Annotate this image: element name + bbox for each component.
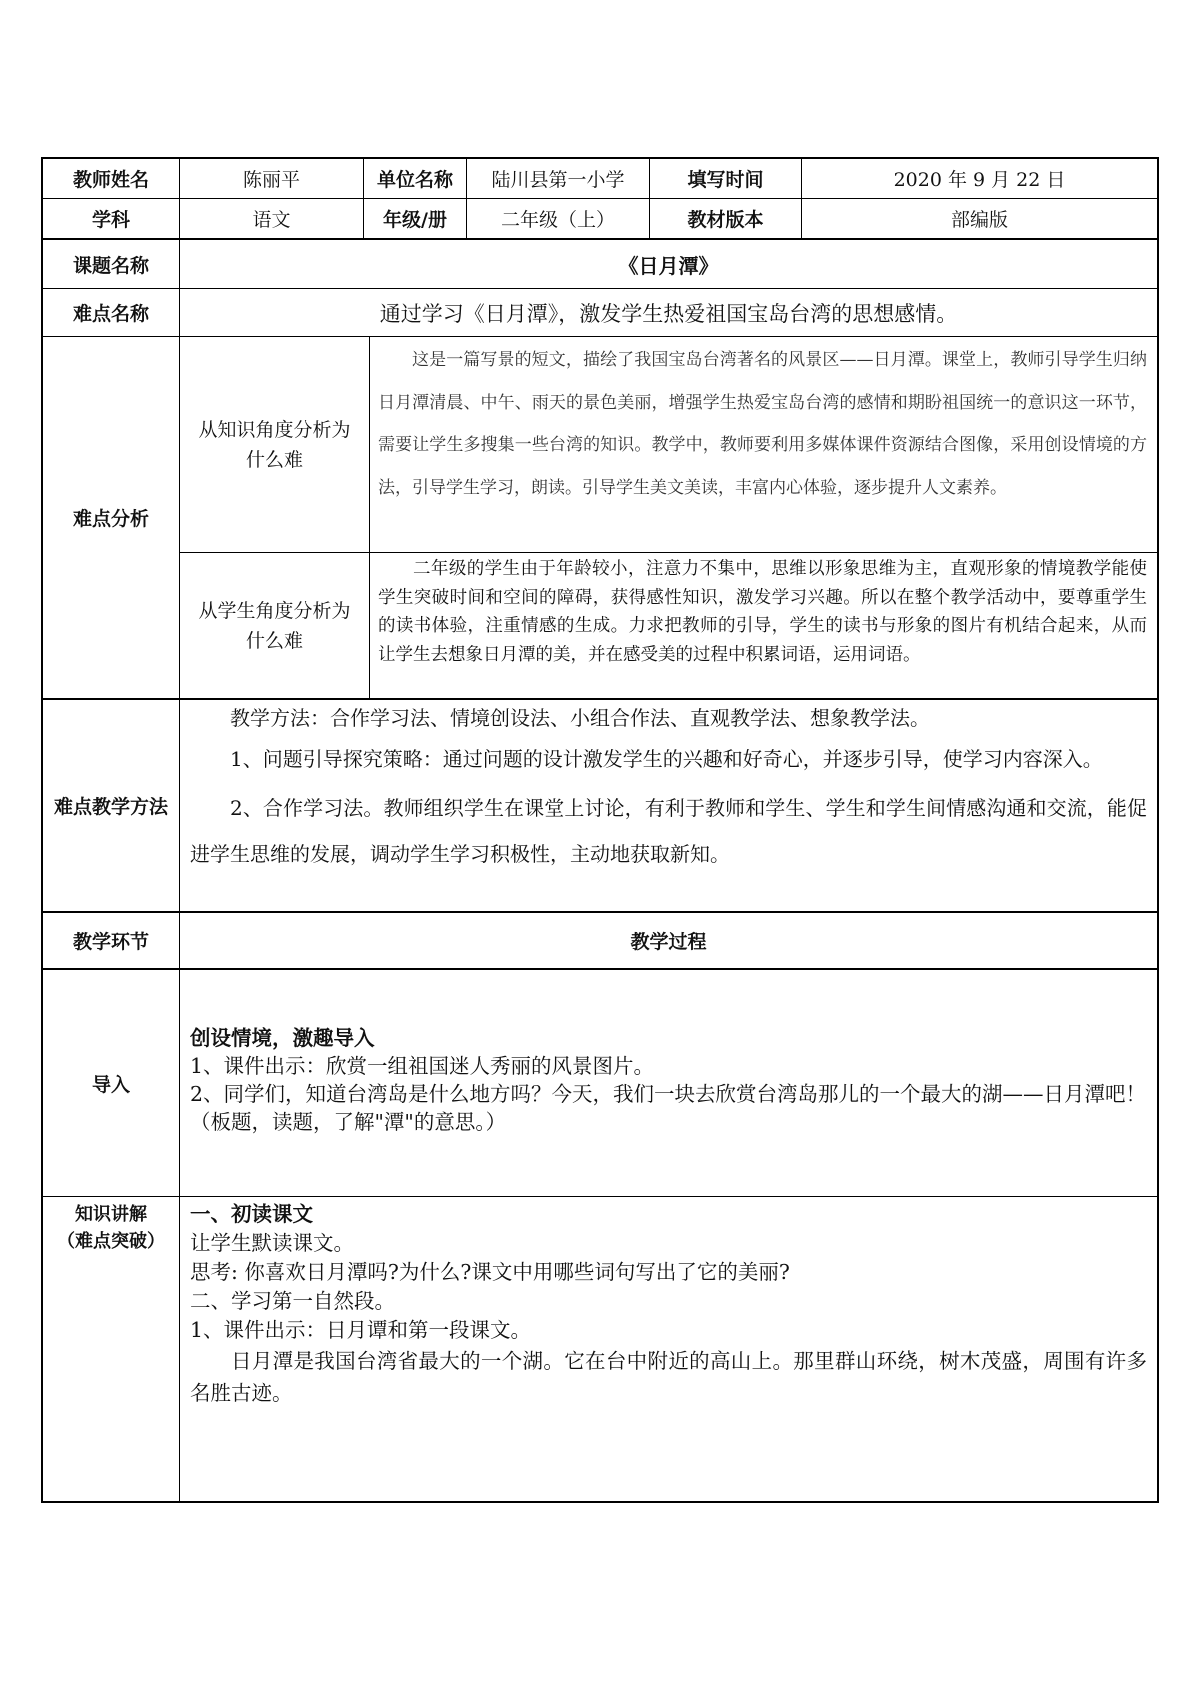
student-angle-label: 从学生角度分析为什么难: [179, 552, 369, 698]
analysis-label: 难点分析: [41, 336, 179, 698]
intro-line-2: 2、同学们，知道台湾岛是什么地方吗？今天，我们一块去欣赏台湾岛那儿的一个最大的湖——日月潭吧！（板题，读题，了解"潭"的意思。）: [190, 1082, 1147, 1134]
method-line-3: 2、合作学习法。教师组织学生在课堂上讨论，有利于教师和学生、学生和学生间情感沟通和交流，能促进学生思维的发展，调动学生学习积极性，主动地获取新知。: [190, 796, 1147, 866]
student-angle-paragraph: 二年级的学生由于年龄较小，注意力不集中，思维以形象思维为主，直观形象的情境教学能使学生突破时间和空间的障碍，获得感性知识，激发学习兴趣。所以在整个教学活动中，要尊重学生的读书体验，注重情感的生成。力求把教师的引导，学生的读书与形象的图片有机结合起来，从而让学生去想象日月潭的美，并在感受美的过程中积累词语，运用词语。: [378, 559, 1147, 665]
student-angle-text: [369, 552, 1159, 698]
subject-label: 学科: [41, 198, 179, 238]
knowledge-label: [41, 1196, 179, 1503]
topic-label: 课题名称: [41, 238, 179, 288]
intro-label: 导入: [41, 968, 179, 1196]
stage-header: 教学环节: [41, 911, 179, 968]
knowledge-angle-paragraph: 这是一篇写景的短文，描绘了我国宝岛台湾著名的风景区——日月潭。课堂上，教师引导学生归纳日月潭清晨、中午、雨天的景色美丽，增强学生热爱宝岛台湾的感情和期盼祖国统一的意识这一环节，需要让学生多搜集一些台湾的知识。教学中，教师要利用多媒体课件资源结合图像，采用创设情境的方法，引导学生学习，朗读。引导学生美文美读，丰富内心体验，逐步提升人文素养。: [378, 350, 1147, 498]
knowledge-label-line-2: （难点突破）: [57, 1231, 165, 1252]
teacher-name-value: 陈丽平: [179, 157, 363, 198]
knowledge-angle-text: [369, 336, 1159, 552]
knowledge-line-1: 让学生默读课文。: [190, 1231, 354, 1255]
subject-value: 语文: [179, 198, 363, 238]
unit-name-label: 单位名称: [363, 157, 466, 198]
difficulty-label: 难点名称: [41, 288, 179, 336]
fill-date-value: 2020 年 9 月 22 日: [801, 157, 1159, 198]
grade-label: 年级/册: [363, 198, 466, 238]
knowledge-content: [179, 1196, 1159, 1503]
edition-value: 部编版: [801, 198, 1159, 238]
method-label: 难点教学方法: [41, 698, 179, 911]
knowledge-line-4: 1、课件出示：日月谭和第一段课文。: [190, 1318, 532, 1342]
fill-date-label: 填写时间: [649, 157, 801, 198]
teacher-name-label: 教师姓名: [41, 157, 179, 198]
intro-line-1: 1、课件出示：欣赏一组祖国迷人秀丽的风景图片。: [190, 1054, 655, 1078]
unit-name-value: 陆川县第一小学: [466, 157, 649, 198]
process-header: 教学过程: [179, 911, 1159, 968]
knowledge-label-line-1: 知识讲解: [75, 1204, 147, 1225]
method-line-1: 教学方法：合作学习法、情境创设法、小组合作法、直观教学法、想象教学法。: [230, 706, 930, 730]
knowledge-line-3: 二、学习第一自然段。: [190, 1289, 395, 1313]
difficulty-value: 通过学习《日月潭》，激发学生热爱祖国宝岛台湾的思想感情。: [179, 288, 1159, 336]
grade-value: 二年级（上）: [466, 198, 649, 238]
intro-title: 创设情境，激趣导入: [190, 1026, 375, 1050]
lesson-plan-table: [41, 157, 1159, 1503]
knowledge-line-5: 日月潭是我国台湾省最大的一个湖。它在台中附近的高山上。那里群山环绕，树木茂盛，周围有许多名胜古迹。: [190, 1349, 1147, 1405]
method-line-2: 1、问题引导探究策略：通过问题的设计激发学生的兴趣和好奇心，并逐步引导，使学习内容深入。: [230, 747, 1103, 771]
topic-value: 《日月潭》: [179, 238, 1159, 288]
knowledge-angle-label: 从知识角度分析为什么难: [179, 336, 369, 552]
intro-content: [179, 968, 1159, 1196]
edition-label: 教材版本: [649, 198, 801, 238]
knowledge-title: 一、初读课文: [190, 1202, 313, 1226]
method-content: [179, 698, 1159, 911]
knowledge-line-2: 思考: 你喜欢日月潭吗?为什么?课文中用哪些词句写出了它的美丽?: [190, 1260, 790, 1284]
